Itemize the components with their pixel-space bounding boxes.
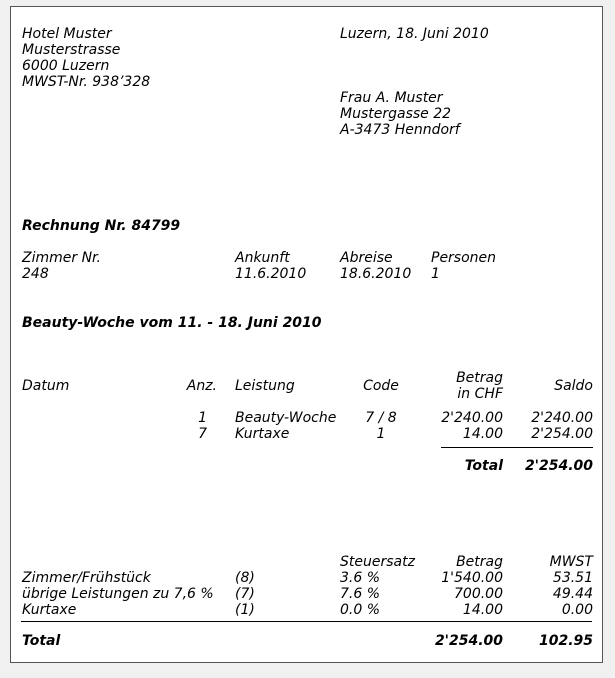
persons-value: 1 <box>431 266 440 282</box>
date-column-header: Datum <box>22 378 70 394</box>
row-service: Kurtaxe <box>235 426 290 442</box>
sender-vat-number: MWST-Nr. 938’328 <box>22 74 151 90</box>
departure-header: Abreise <box>340 250 393 266</box>
row-qty: 7 <box>198 426 207 442</box>
sender-street: Musterstrasse <box>22 42 121 58</box>
items-total-value: 2'254.00 <box>524 458 593 474</box>
amount-column-header-line2: in CHF <box>457 386 503 402</box>
vat-row-label: Kurtaxe <box>22 602 77 618</box>
place-date: Luzern, 18. Juni 2010 <box>340 26 489 42</box>
recipient-street: Mustergasse 22 <box>340 106 452 122</box>
departure-value: 18.6.2010 <box>340 266 412 282</box>
row-balance: 2'254.00 <box>531 426 593 442</box>
room-value: 248 <box>22 266 49 282</box>
invoice-title: Rechnung Nr. 84799 <box>22 218 181 234</box>
vat-value-header: MWST <box>549 554 593 570</box>
vat-row-rate: 0.0 % <box>340 602 381 618</box>
vat-row-code: (7) <box>235 586 255 602</box>
recipient-city: A-3473 Henndorf <box>340 122 460 138</box>
invoice-page <box>10 6 603 663</box>
row-code: 7 / 8 <box>365 410 397 426</box>
vat-row-amount: 1'540.00 <box>441 570 503 586</box>
row-balance: 2'240.00 <box>531 410 593 426</box>
row-qty: 1 <box>198 410 207 426</box>
row-service: Beauty-Woche <box>235 410 337 426</box>
items-total-label: Total <box>464 458 503 474</box>
row-amount: 14.00 <box>462 426 503 442</box>
qty-column-header: Anz. <box>186 378 217 394</box>
vat-total-amount: 2'254.00 <box>434 633 503 649</box>
vat-row-code: (1) <box>235 602 255 618</box>
package-title: Beauty-Woche vom 11. - 18. Juni 2010 <box>22 315 322 331</box>
persons-header: Personen <box>431 250 497 266</box>
service-column-header: Leistung <box>235 378 295 394</box>
vat-row-rate: 3.6 % <box>340 570 381 586</box>
vat-row-code: (8) <box>235 570 255 586</box>
vat-total-vat: 102.95 <box>538 633 593 649</box>
row-code: 1 <box>376 426 386 442</box>
arrival-value: 11.6.2010 <box>235 266 307 282</box>
vat-row-vat: 49.44 <box>552 586 593 602</box>
row-amount: 2'240.00 <box>441 410 503 426</box>
code-column-header: Code <box>363 378 399 394</box>
vat-row-amount: 14.00 <box>462 602 503 618</box>
balance-column-header: Saldo <box>554 378 593 394</box>
vat-total-label: Total <box>22 633 61 649</box>
amount-column-header-line1: Betrag <box>456 370 503 386</box>
sender-name: Hotel Muster <box>22 26 112 42</box>
vat-row-amount: 700.00 <box>454 586 503 602</box>
arrival-header: Ankunft <box>235 250 290 266</box>
vat-amount-header: Betrag <box>456 554 503 570</box>
room-header: Zimmer Nr. <box>22 250 101 266</box>
sender-city: 6000 Luzern <box>22 58 110 74</box>
vat-row-vat: 53.51 <box>552 570 593 586</box>
vat-row-vat: 0.00 <box>561 602 593 618</box>
items-total-divider <box>441 447 593 448</box>
vat-row-label: Zimmer/Frühstück <box>22 570 151 586</box>
vat-row-rate: 7.6 % <box>340 586 381 602</box>
vat-total-divider <box>21 621 592 622</box>
vat-rate-header: Steuersatz <box>340 554 415 570</box>
recipient-name: Frau A. Muster <box>340 90 443 106</box>
vat-row-label: übrige Leistungen zu 7,6 % <box>22 586 214 602</box>
